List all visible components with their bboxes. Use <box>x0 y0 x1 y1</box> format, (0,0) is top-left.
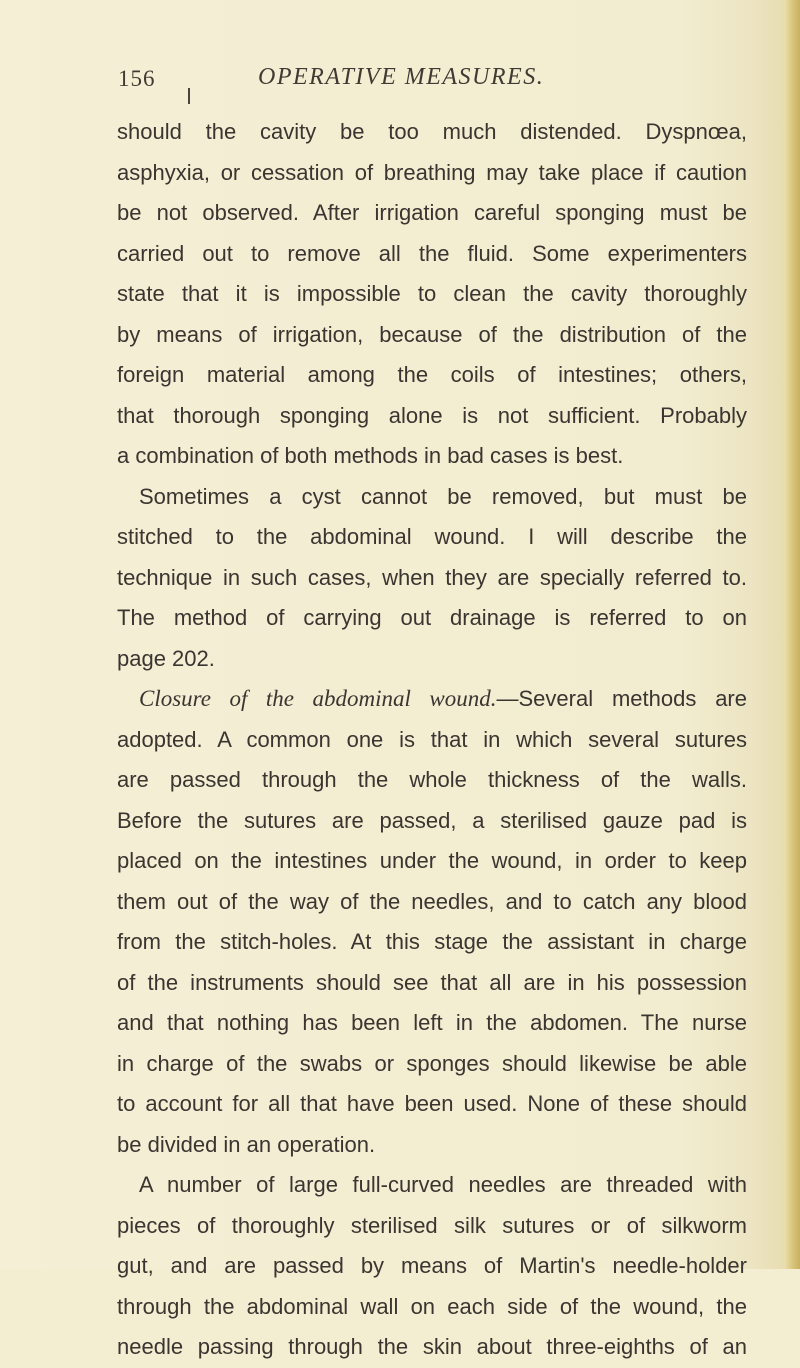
text-line: adopted. A common one is that in which several sutures <box>117 726 747 752</box>
running-title: OPERATIVE MEASURES. <box>258 64 545 90</box>
text-line: that thorough sponging alone is not sufficient. Probably <box>117 402 747 428</box>
page-edge <box>784 0 800 1269</box>
section-heading-text: —Several methods are <box>496 686 747 711</box>
text-line: and that nothing has been left in the abdomen. The nurse <box>117 1010 747 1035</box>
text-line: A number of large full-curved needles are threaded with <box>139 1172 747 1197</box>
text-line: page 202. <box>117 645 215 671</box>
text-line: state that it is impossible to clean the cavity thoroughly <box>117 281 747 306</box>
text-line: The method of carrying out drainage is referred to on <box>117 605 747 630</box>
text-line: needle passing through the skin about three-eighths of an <box>117 1334 747 1359</box>
text-line: carried out to remove all the fluid. Some experimenters <box>117 240 747 266</box>
page-number: 156 <box>118 66 156 91</box>
text-line: be divided in an operation. <box>117 1131 376 1157</box>
text-line: be not observed. After irrigation careful sponging must be <box>117 200 747 225</box>
text-line: stitched to the abdominal wound. I will describe the <box>117 524 747 549</box>
text-line: asphyxia, or cessation of breathing may take place if caution <box>117 159 747 185</box>
body-text <box>117 112 747 1368</box>
text-line: placed on the intestines under the wound, in order to keep <box>117 848 747 873</box>
text-line: are passed through the whole thickness of the walls. <box>117 767 747 792</box>
text-line: Sometimes a cyst cannot be removed, but must be <box>139 483 747 509</box>
text-line: technique in such cases, when they are specially referred to. <box>117 564 747 590</box>
printer-mark <box>188 88 190 104</box>
section-heading: Closure of the abdominal wound. <box>139 686 497 711</box>
section-heading-line <box>117 679 747 720</box>
text-line: pieces of thoroughly sterilised silk sutures or of silkworm <box>117 1212 747 1238</box>
text-line: to account for all that have been used. None of these should <box>117 1091 747 1116</box>
text-line: from the stitch-holes. At this stage the assistant in charge <box>117 929 747 954</box>
text-line: gut, and are passed by means of Martin's needle-holder <box>117 1253 747 1278</box>
text-line: in charge of the swabs or sponges should likewise be able <box>117 1050 747 1076</box>
text-line: through the abdominal wall on each side of the wound, the <box>117 1293 747 1319</box>
text-line: them out of the way of the needles, and to catch any blood <box>117 888 747 914</box>
text-line: foreign material among the coils of intestines; others, <box>117 362 747 387</box>
text-line: Before the sutures are passed, a sterilised gauze pad is <box>117 807 747 833</box>
text-line: of the instruments should see that all are in his possession <box>117 969 747 995</box>
text-line: should the cavity be too much distended. Dyspnœa, <box>117 119 747 144</box>
text-line: a combination of both methods in bad cases is best. <box>117 443 624 468</box>
page-header <box>118 58 718 98</box>
text-line: by means of irrigation, because of the distribution of the <box>117 321 747 347</box>
